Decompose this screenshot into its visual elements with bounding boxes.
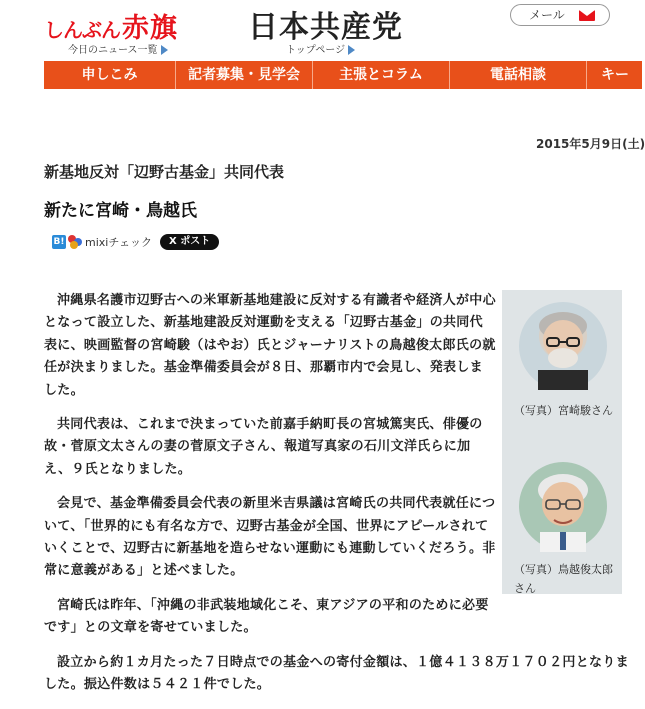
triangle-right-icon: [348, 45, 355, 55]
paragraph: 会見で、基金準備委員会代表の新里米吉県議は宮崎氏の共同代表就任について、「世界的にも有名な方で、辺野古基金が全国、世界にアピールされていくことで、辺野古に新基地を造らせない運動にも連動していくだろう。非常に意義がある」と述べました。: [44, 496, 496, 579]
paragraph: 宮崎氏は昨年、「沖縄の非武装地域化こそ、東アジアの平和のために必要です」との文章を寄せていました。: [44, 597, 489, 636]
photo-panel: [502, 290, 622, 594]
logo-large-text: 赤旗: [122, 13, 178, 44]
photo-caption: （写真）宮崎駿さん: [514, 404, 613, 417]
paragraph: 共同代表は、これまで決まっていた前嘉手納町長の宮城篤実氏、俳優の故・菅原文太さんの妻の菅原文子さん、報道写真家の石川文洋氏らに加え、９氏となりました。: [44, 417, 483, 477]
mail-label: メール: [529, 8, 565, 22]
paragraph: 設立から約１カ月たった７日時点での基金への寄付金額は、１億４１３８万１７０２円となりました。振込件数は５４２１件でした。: [44, 654, 629, 693]
jcp-logo[interactable]: 日本共産党: [248, 10, 403, 45]
main-nav: [44, 61, 642, 111]
mixi-check-link[interactable]: mixiチェック: [85, 236, 153, 249]
article-subtitle: 新基地反対「辺野古基金」共同代表: [44, 163, 285, 181]
news-list-label: 今日のニュース一覧: [68, 45, 158, 56]
social-share-bar: [52, 233, 219, 251]
nav-item-editorials[interactable]: 主張とコラム: [313, 61, 450, 89]
logo-small-text: しんぶん: [44, 18, 120, 42]
hatena-bookmark-button[interactable]: B!: [53, 237, 65, 247]
top-page-label: トップページ: [286, 45, 346, 56]
photo-torigoe: [514, 460, 612, 550]
mail-button[interactable]: [510, 4, 610, 26]
site-header: [0, 0, 642, 58]
article-title: 新たに宮崎・鳥越氏: [44, 201, 197, 221]
nav-item-keyword[interactable]: キーワ: [601, 67, 629, 111]
paragraph: 沖縄県名護市辺野古への米軍新基地建設に反対する有識者や経済人が中心となって設立した、新基地建設反対運動を支える「辺野古基金」の共同代表に、映画監督の宮崎駿（はやお）氏とジャーナリストの鳥越俊太郎氏の就任が決まりました。基金準備委員会が８日、那覇市内で会見し、発表しました。: [44, 293, 496, 398]
envelope-icon: [579, 10, 595, 21]
nav-item-subscribe[interactable]: 申しこみ: [44, 61, 176, 89]
x-post-button[interactable]: X ポスト: [160, 234, 219, 250]
nav-item-recruit[interactable]: 記者募集・見学会: [176, 61, 313, 89]
nav-item-phone-consult[interactable]: 電話相談: [450, 61, 587, 89]
mixi-icon[interactable]: [68, 235, 82, 249]
photo-caption: （写真）鳥越俊太郎さん: [514, 563, 613, 595]
photo-miyazaki: [514, 298, 612, 388]
akahata-logo[interactable]: [44, 6, 178, 45]
article-date: 2015年5月9日(土): [536, 137, 645, 151]
news-list-link[interactable]: [68, 41, 168, 56]
top-page-link[interactable]: [286, 41, 355, 56]
triangle-right-icon: [161, 45, 168, 55]
